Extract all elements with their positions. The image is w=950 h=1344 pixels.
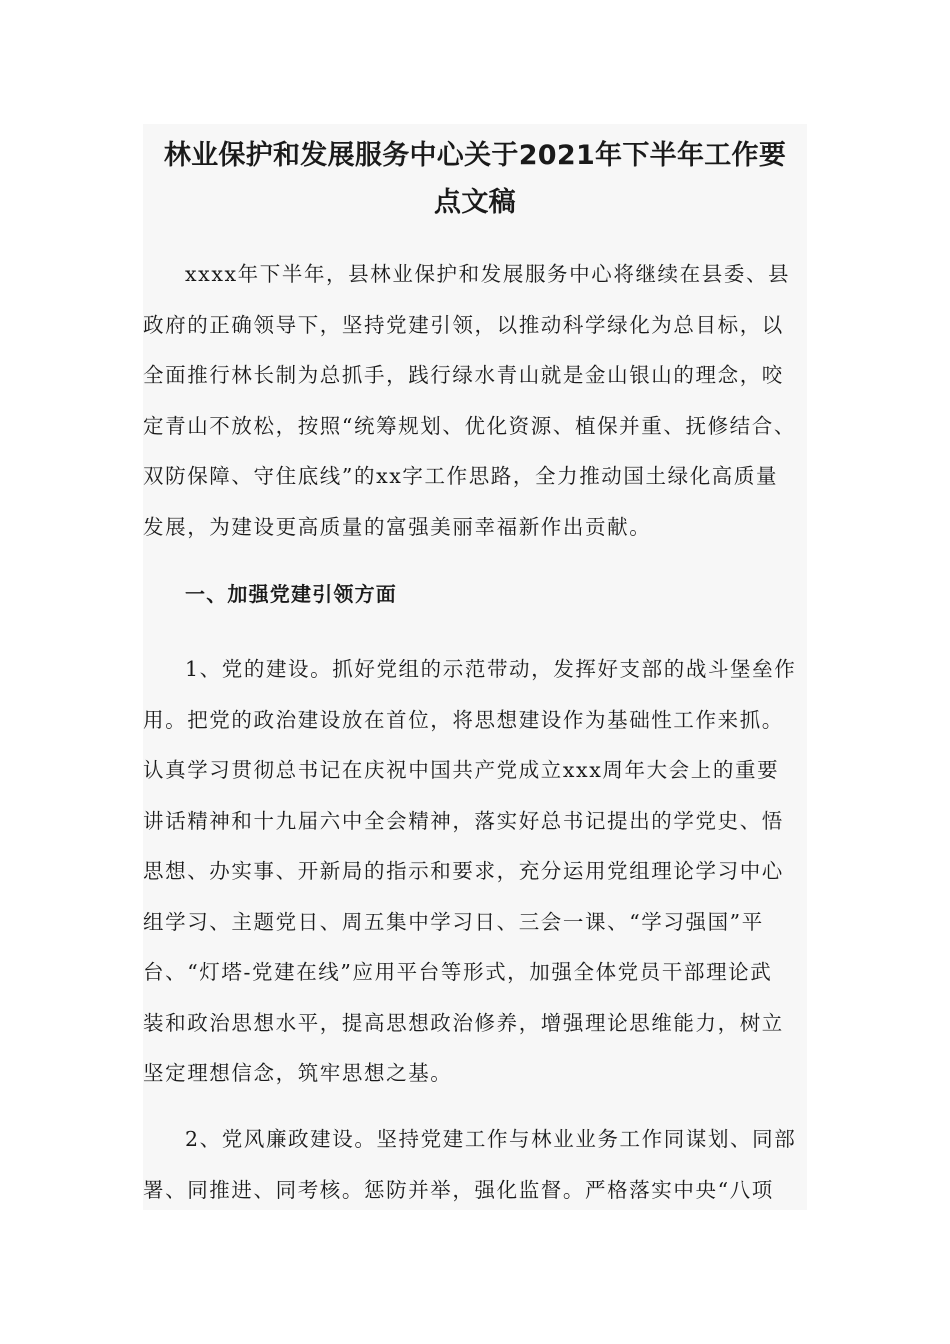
item-2-paragraph (143, 1114, 807, 1210)
paragraph-line: 发展，为建设更高质量的富强美丽幸福新作出贡献。 (143, 514, 652, 539)
document-page (143, 124, 807, 1210)
item-1-paragraph (143, 644, 807, 1099)
intro-paragraph (143, 249, 807, 552)
paragraph-line: 定青山不放松，按照“统筹规划、优化资源、植保并重、抚修结合、 (143, 413, 796, 438)
paragraph-line: 装和政治思想水平，提高思想政治修养，增强理论思维能力，树立 (143, 1010, 784, 1035)
paragraph-line: 政府的正确领导下，坚持党建引领，以推动科学绿化为总目标，以 (143, 312, 784, 337)
title-line: 林业保护和发展服务中心关于2021年下半年工作要 (163, 140, 787, 171)
paragraph-line: 组学习、主题党日、周五集中学习日、三会一课、“学习强国”平 (143, 909, 764, 934)
paragraph-line: 坚定理想信念，筑牢思想之基。 (143, 1061, 453, 1085)
paragraph-line: 双防保障、守住底线”的xx字工作思路，全力推动国土绿化高质量 (143, 464, 779, 488)
paragraph-line: 1、党的建设。抓好党组的示范带动，发挥好支部的战斗堡垒作 (185, 657, 797, 681)
paragraph-line: xxxx年下半年，县林业保护和发展服务中心将继续在县委、县 (185, 262, 791, 286)
document-title (143, 132, 807, 226)
paragraph-line: 认真学习贯彻总书记在庆祝中国共产党成立xxx周年大会上的重要 (143, 758, 780, 782)
title-line: 点文稿 (434, 187, 516, 218)
paragraph-line: 全面推行林长制为总抓手，践行绿水青山就是金山银山的理念，咬 (143, 363, 784, 387)
paragraph-line: 思想、办实事、开新局的指示和要求，充分运用党组理论学习中心 (143, 859, 784, 883)
paragraph-line: 2、党风廉政建设。坚持党建工作与林业业务工作同谋划、同部 (185, 1127, 797, 1151)
section-heading: 一、加强党建引领方面 (185, 582, 397, 606)
paragraph-line: 讲话精神和十九届六中全会精神，落实好总书记提出的学党史、悟 (143, 808, 784, 833)
paragraph-line: 用。把党的政治建设放在首位，将思想建设作为基础性工作来抓。 (143, 707, 784, 732)
paragraph-line: 署、同推进、同考核。惩防并举，强化监督。严格落实中央“八项 (143, 1177, 774, 1202)
paragraph-line: 台、“灯塔-党建在线”应用平台等形式，加强全体党员干部理论武 (143, 960, 773, 984)
